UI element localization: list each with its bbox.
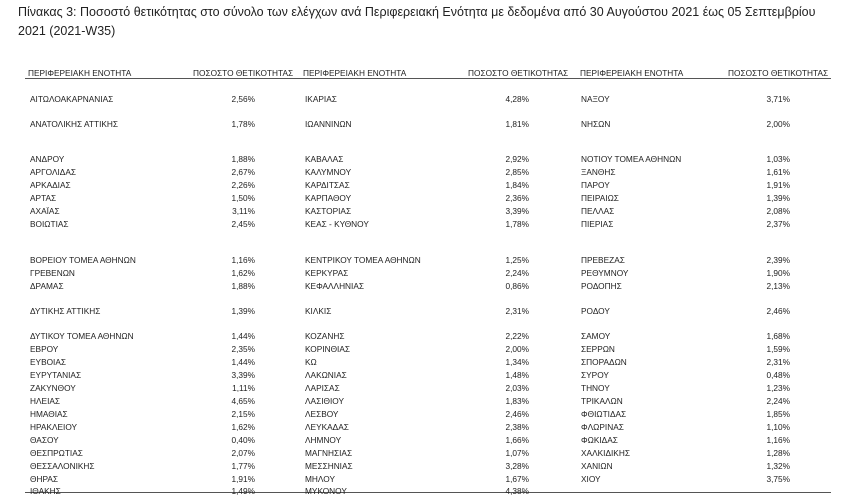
positivity-value: 2,31% — [766, 357, 790, 367]
region-name: ΧΑΝΙΩΝ — [581, 461, 613, 471]
region-name: ΚΑΒΑΛΑΣ — [305, 154, 344, 164]
region-name: ΒΟΡΕΙΟΥ ΤΟΜΕΑ ΑΘΗΝΩΝ — [30, 255, 136, 265]
region-name: ΔΡΑΜΑΣ — [30, 281, 64, 291]
region-name: ΗΛΕΙΑΣ — [30, 396, 61, 406]
region-name: ΑΡΤΑΣ — [30, 193, 57, 203]
region-name: ΕΥΒΟΙΑΣ — [30, 357, 67, 367]
positivity-value: 1,50% — [231, 193, 255, 203]
region-name: ΙΩΑΝΝΙΝΩΝ — [305, 119, 352, 129]
positivity-value: 1,16% — [231, 255, 255, 265]
positivity-value: 1,77% — [231, 461, 255, 471]
region-name: ΧΑΛΚΙΔΙΚΗΣ — [581, 448, 630, 458]
region-name: ΘΕΣΠΡΩΤΙΑΣ — [30, 448, 83, 458]
region-name: ΗΜΑΘΙΑΣ — [30, 409, 68, 419]
region-name: ΑΙΤΩΛΟΑΚΑΡΝΑΝΙΑΣ — [30, 94, 114, 104]
positivity-value: 4,38% — [505, 486, 529, 496]
positivity-value: 1,23% — [766, 383, 790, 393]
region-name: ΣΠΟΡΑΔΩΝ — [581, 357, 627, 367]
positivity-value: 1,83% — [505, 396, 529, 406]
region-name: ΛΑΣΙΘΙΟΥ — [305, 396, 344, 406]
region-name: ΠΕΛΛΑΣ — [581, 206, 615, 216]
positivity-value: 1,91% — [231, 474, 255, 484]
region-name: ΚΟΡΙΝΘΙΑΣ — [305, 344, 350, 354]
region-name: ΚΕΡΚΥΡΑΣ — [305, 268, 349, 278]
region-name: ΜΥΚΟΝΟΥ — [305, 486, 347, 496]
positivity-value: 0,48% — [766, 370, 790, 380]
positivity-value: 1,61% — [766, 167, 790, 177]
positivity-value: 2,35% — [231, 344, 255, 354]
region-name: ΚΙΛΚΙΣ — [305, 306, 332, 316]
region-name: ΡΟΔΟΥ — [581, 306, 610, 316]
positivity-value: 2,36% — [505, 193, 529, 203]
positivity-value: 2,00% — [766, 119, 790, 129]
positivity-value: 1,39% — [231, 306, 255, 316]
region-name: ΔΥΤΙΚΟΥ ΤΟΜΕΑ ΑΘΗΝΩΝ — [30, 331, 134, 341]
positivity-value: 2,22% — [505, 331, 529, 341]
region-name: ΦΩΚΙΔΑΣ — [581, 435, 618, 445]
positivity-value: 1,62% — [231, 422, 255, 432]
positivity-value: 3,75% — [766, 474, 790, 484]
positivity-value: 2,56% — [231, 94, 255, 104]
positivity-value: 1,49% — [231, 486, 255, 496]
positivity-value: 1,07% — [505, 448, 529, 458]
positivity-value: 2,24% — [766, 396, 790, 406]
region-name: ΑΧΑΪΑΣ — [30, 206, 60, 216]
region-name: ΡΟΔΟΠΗΣ — [581, 281, 622, 291]
region-name: ΚΟΖΑΝΗΣ — [305, 331, 345, 341]
region-name: ΑΝΑΤΟΛΙΚΗΣ ΑΤΤΙΚΗΣ — [30, 119, 119, 129]
region-name: ΚΕΦΑΛΛΗΝΙΑΣ — [305, 281, 365, 291]
region-name: ΣΑΜΟΥ — [581, 331, 611, 341]
region-name: ΚΑΣΤΟΡΙΑΣ — [305, 206, 352, 216]
positivity-value: 2,37% — [766, 219, 790, 229]
positivity-value: 1,32% — [766, 461, 790, 471]
positivity-value: 1,11% — [232, 383, 255, 393]
region-name: ΝΑΞΟΥ — [581, 94, 610, 104]
positivity-value: 2,85% — [505, 167, 529, 177]
region-name: ΣΕΡΡΩΝ — [581, 344, 615, 354]
positivity-value: 3,71% — [766, 94, 790, 104]
region-name: ΙΚΑΡΙΑΣ — [305, 94, 337, 104]
region-name: ΚΩ — [305, 357, 317, 367]
region-name: ΙΘΑΚΗΣ — [30, 486, 61, 496]
positivity-value: 2,92% — [505, 154, 529, 164]
positivity-value: 3,39% — [231, 370, 255, 380]
positivity-value: 2,39% — [766, 255, 790, 265]
region-name: ΠΕΙΡΑΙΩΣ — [581, 193, 619, 203]
positivity-value: 1,48% — [505, 370, 529, 380]
positivity-value: 2,26% — [231, 180, 255, 190]
region-name: ΧΙΟΥ — [581, 474, 601, 484]
region-name: ΘΗΡΑΣ — [30, 474, 59, 484]
col1-header-positivity: ΠΟΣΟΣΤΟ ΘΕΤΙΚΟΤΗΤΑΣ — [193, 68, 294, 78]
region-name: ΠΑΡΟΥ — [581, 180, 610, 190]
positivity-value: 3,11% — [232, 206, 255, 216]
header-rule — [25, 78, 831, 79]
positivity-value: 2,07% — [231, 448, 255, 458]
positivity-value: 1,25% — [505, 255, 529, 265]
positivity-value: 2,46% — [766, 306, 790, 316]
positivity-value: 2,08% — [766, 206, 790, 216]
positivity-value: 1,66% — [505, 435, 529, 445]
positivity-value: 2,15% — [231, 409, 255, 419]
positivity-value: 1,34% — [505, 357, 529, 367]
positivity-value: 1,59% — [766, 344, 790, 354]
positivity-value: 3,39% — [505, 206, 529, 216]
region-name: ΛΕΣΒΟΥ — [305, 409, 339, 419]
table-caption: Πίνακας 3: Ποσοστό θετικότητας στο σύνολο των ελέγχων ανά Περιφερειακή Ενότητα με δεδομένα από 30 Αυγούστου 2021 έως 05 Σεπτεμβρίου 2021 (2021-W35) — [18, 5, 816, 38]
region-name: ΖΑΚΥΝΘΟΥ — [30, 383, 76, 393]
positivity-value: 4,65% — [231, 396, 255, 406]
col3-header-positivity: ΠΟΣΟΣΤΟ ΘΕΤΙΚΟΤΗΤΑΣ — [728, 68, 829, 78]
positivity-value: 1,03% — [766, 154, 790, 164]
col3-header-region: ΠΕΡΙΦΕΡΕΙΑΚΗ ΕΝΟΤΗΤΑ — [580, 68, 684, 78]
positivity-value: 1,44% — [231, 357, 255, 367]
region-name: ΔΥΤΙΚΗΣ ΑΤΤΙΚΗΣ — [30, 306, 101, 316]
region-name: ΕΒΡΟΥ — [30, 344, 59, 354]
region-name: ΚΕΑΣ - ΚΥΘΝΟΥ — [305, 219, 369, 229]
region-name: ΚΑΛΥΜΝΟΥ — [305, 167, 352, 177]
col2-header-positivity: ΠΟΣΟΣΤΟ ΘΕΤΙΚΟΤΗΤΑΣ — [468, 68, 569, 78]
positivity-value: 2,67% — [231, 167, 255, 177]
region-name: ΣΥΡΟΥ — [581, 370, 609, 380]
region-name: ΒΟΙΩΤΙΑΣ — [30, 219, 69, 229]
positivity-value: 1,28% — [766, 448, 790, 458]
region-name: ΑΡΓΟΛΙΔΑΣ — [30, 167, 76, 177]
positivity-value: 0,86% — [505, 281, 529, 291]
region-name: ΑΡΚΑΔΙΑΣ — [30, 180, 71, 190]
positivity-value: 2,46% — [505, 409, 529, 419]
positivity-value: 2,31% — [505, 306, 529, 316]
col2-header-region: ΠΕΡΙΦΕΡΕΙΑΚΗ ΕΝΟΤΗΤΑ — [303, 68, 407, 78]
region-name: ΚΕΝΤΡΙΚΟΥ ΤΟΜΕΑ ΑΘΗΝΩΝ — [305, 255, 421, 265]
region-name: ΝΟΤΙΟΥ ΤΟΜΕΑ ΑΘΗΝΩΝ — [581, 154, 682, 164]
region-name: ΛΑΚΩΝΙΑΣ — [305, 370, 347, 380]
region-name: ΚΑΡΔΙΤΣΑΣ — [305, 180, 350, 190]
region-name: ΜΑΓΝΗΣΙΑΣ — [305, 448, 353, 458]
positivity-value: 0,40% — [231, 435, 255, 445]
region-name: ΦΛΩΡΙΝΑΣ — [581, 422, 624, 432]
positivity-value: 1,39% — [766, 193, 790, 203]
region-name: ΠΙΕΡΙΑΣ — [581, 219, 614, 229]
positivity-value: 1,91% — [766, 180, 790, 190]
positivity-value: 1,90% — [766, 268, 790, 278]
positivity-value: 1,78% — [505, 219, 529, 229]
positivity-value: 1,10% — [766, 422, 790, 432]
region-name: ΓΡΕΒΕΝΩΝ — [30, 268, 75, 278]
region-name: ΤΡΙΚΑΛΩΝ — [581, 396, 623, 406]
positivity-value: 1,67% — [505, 474, 529, 484]
positivity-value: 1,16% — [766, 435, 790, 445]
region-name: ΚΑΡΠΑΘΟΥ — [305, 193, 352, 203]
region-name: ΕΥΡΥΤΑΝΙΑΣ — [30, 370, 82, 380]
region-name: ΘΕΣΣΑΛΟΝΙΚΗΣ — [30, 461, 95, 471]
positivity-value: 2,03% — [505, 383, 529, 393]
positivity-value: 2,45% — [231, 219, 255, 229]
positivity-value: 2,38% — [505, 422, 529, 432]
positivity-value: 4,28% — [505, 94, 529, 104]
positivity-value: 2,13% — [766, 281, 790, 291]
region-name: ΛΗΜΝΟΥ — [305, 435, 342, 445]
region-name: ΛΕΥΚΑΔΑΣ — [305, 422, 349, 432]
positivity-value: 1,78% — [231, 119, 255, 129]
positivity-value: 1,88% — [231, 281, 255, 291]
positivity-value: 1,81% — [505, 119, 529, 129]
region-name: ΜΗΛΟΥ — [305, 474, 335, 484]
positivity-value: 2,00% — [505, 344, 529, 354]
positivity-value: 3,28% — [505, 461, 529, 471]
region-name: ΦΘΙΩΤΙΔΑΣ — [581, 409, 627, 419]
region-name: ΝΗΣΩΝ — [581, 119, 611, 129]
positivity-value: 1,62% — [231, 268, 255, 278]
positivity-value: 1,88% — [231, 154, 255, 164]
region-name: ΠΡΕΒΕΖΑΣ — [581, 255, 625, 265]
region-name: ΤΗΝΟΥ — [581, 383, 610, 393]
bottom-rule — [25, 492, 831, 493]
region-name: ΑΝΔΡΟΥ — [30, 154, 65, 164]
region-name: ΡΕΘΥΜΝΟΥ — [581, 268, 629, 278]
col1-header-region: ΠΕΡΙΦΕΡΕΙΑΚΗ ΕΝΟΤΗΤΑ — [28, 68, 132, 78]
positivity-value: 1,84% — [505, 180, 529, 190]
positivity-value: 1,44% — [231, 331, 255, 341]
region-name: ΘΑΣΟΥ — [30, 435, 59, 445]
region-name: ΞΑΝΘΗΣ — [581, 167, 616, 177]
positivity-value: 1,85% — [766, 409, 790, 419]
region-name: ΛΑΡΙΣΑΣ — [305, 383, 340, 393]
positivity-value: 1,68% — [766, 331, 790, 341]
positivity-value: 2,24% — [505, 268, 529, 278]
region-name: ΗΡΑΚΛΕΙΟΥ — [30, 422, 78, 432]
region-name: ΜΕΣΣΗΝΙΑΣ — [305, 461, 353, 471]
